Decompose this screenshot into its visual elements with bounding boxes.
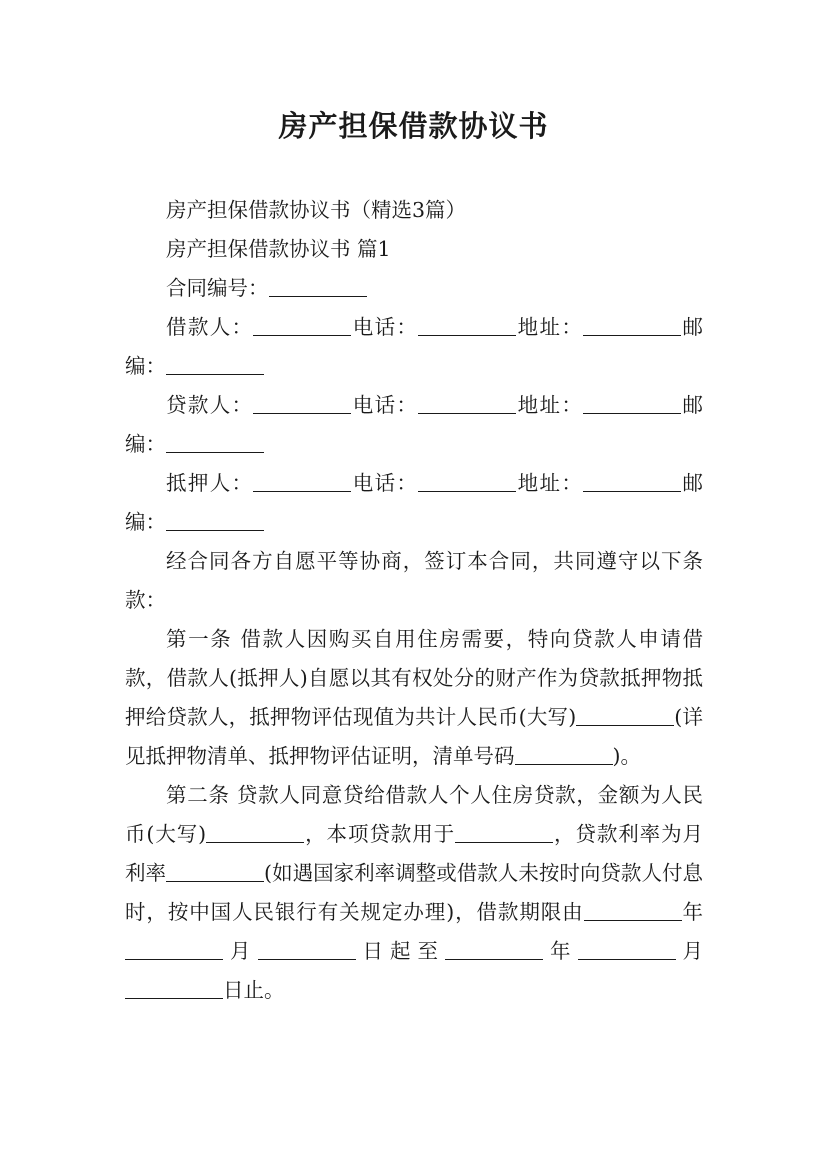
mortgagor-address-label: 地址：: [516, 471, 584, 495]
list-number-blank: [515, 744, 613, 766]
borrower-info: [125, 308, 703, 386]
mortgagor-phone-blank: [418, 471, 516, 493]
interest-rate-blank: [166, 861, 264, 883]
mortgagor-info: [125, 464, 703, 542]
start-year-unit: 年: [681, 900, 704, 924]
end-month-blank: [578, 939, 676, 961]
end-month-unit: 月: [675, 939, 703, 963]
mortgagor-phone-label: 电话：: [351, 471, 419, 495]
article-2: [125, 776, 703, 1010]
lender-phone-blank: [418, 393, 516, 415]
lender-info: [125, 386, 703, 464]
section-heading: 房产担保借款协议书 篇1: [166, 237, 391, 261]
contract-number-blank: [269, 276, 367, 298]
article1-text-a: 第一条 借款人因购买自用住房需要，特向贷款人申请借款，借款人(抵押人)自愿以其有权处分的财产作为贷款抵押物抵押给贷款人，抵押物评估现值为共计人民币(大写): [125, 627, 703, 729]
start-month-unit: 月: [223, 939, 258, 963]
article2-text-b: ，本项贷款用于: [304, 822, 456, 846]
mortgagor-label: 抵押人：: [166, 471, 254, 495]
lender-phone-label: 电话：: [351, 393, 419, 417]
mortgagor-postcode-blank: [166, 510, 264, 532]
borrower-address-blank: [583, 315, 681, 337]
borrower-postcode-blank: [166, 354, 264, 376]
start-month-blank: [125, 939, 223, 961]
lender-postcode-blank: [166, 432, 264, 454]
intro-text: 经合同各方自愿平等协商，签订本合同，共同遵守以下条款：: [125, 549, 703, 612]
end-day-blank: [125, 978, 223, 1000]
lender-postcode-label: 邮编：: [125, 393, 704, 456]
document-body: [125, 191, 703, 1010]
lender-label: 贷款人：: [166, 393, 254, 417]
end-day-text: 日止。: [223, 978, 285, 1002]
subtitle-paragraph: [125, 191, 703, 230]
collateral-value-blank: [576, 705, 674, 727]
article1-text-c: )。: [612, 744, 641, 768]
borrower-phone-label: 电话：: [351, 315, 419, 339]
start-year-blank: [584, 900, 682, 922]
article2-text-a: 第二条 贷款人同意贷给借款人个人住房贷款，金额为人民币(大写): [125, 783, 703, 846]
start-day-text: 日起至: [355, 939, 445, 963]
start-day-blank: [258, 939, 356, 961]
article2-text-d: (如遇国家利率调整或借款人未按时向贷款人付息时，按中国人民银行有关规定办理)，借款期限由: [125, 861, 703, 924]
mortgagor-postcode-label: 邮编：: [125, 471, 704, 534]
article1-text-b: (详见抵押物清单、抵押物评估证明，清单号码: [125, 705, 703, 768]
subtitle: 房产担保借款协议书（精选3篇）: [166, 198, 467, 222]
borrower-postcode-label: 邮编：: [125, 315, 704, 378]
loan-amount-blank: [206, 822, 304, 844]
end-year-blank: [445, 939, 543, 961]
lender-address-label: 地址：: [516, 393, 584, 417]
contract-number-label: 合同编号：: [166, 276, 269, 300]
section-heading-paragraph: [125, 230, 703, 269]
mortgagor-address-blank: [583, 471, 681, 493]
lender-address-blank: [583, 393, 681, 415]
loan-purpose-blank: [455, 822, 553, 844]
article-1: [125, 620, 703, 776]
lender-name-blank: [253, 393, 351, 415]
article2-text-c: ，贷款利率为月利率: [125, 822, 704, 885]
borrower-address-label: 地址：: [516, 315, 584, 339]
contract-number-line: [125, 269, 703, 308]
borrower-phone-blank: [418, 315, 516, 337]
end-year-unit: 年: [543, 939, 578, 963]
mortgagor-name-blank: [253, 471, 351, 493]
borrower-name-blank: [253, 315, 351, 337]
intro-paragraph: [125, 542, 703, 620]
borrower-label: 借款人：: [166, 315, 254, 339]
document-title: 房产担保借款协议书: [278, 109, 549, 143]
